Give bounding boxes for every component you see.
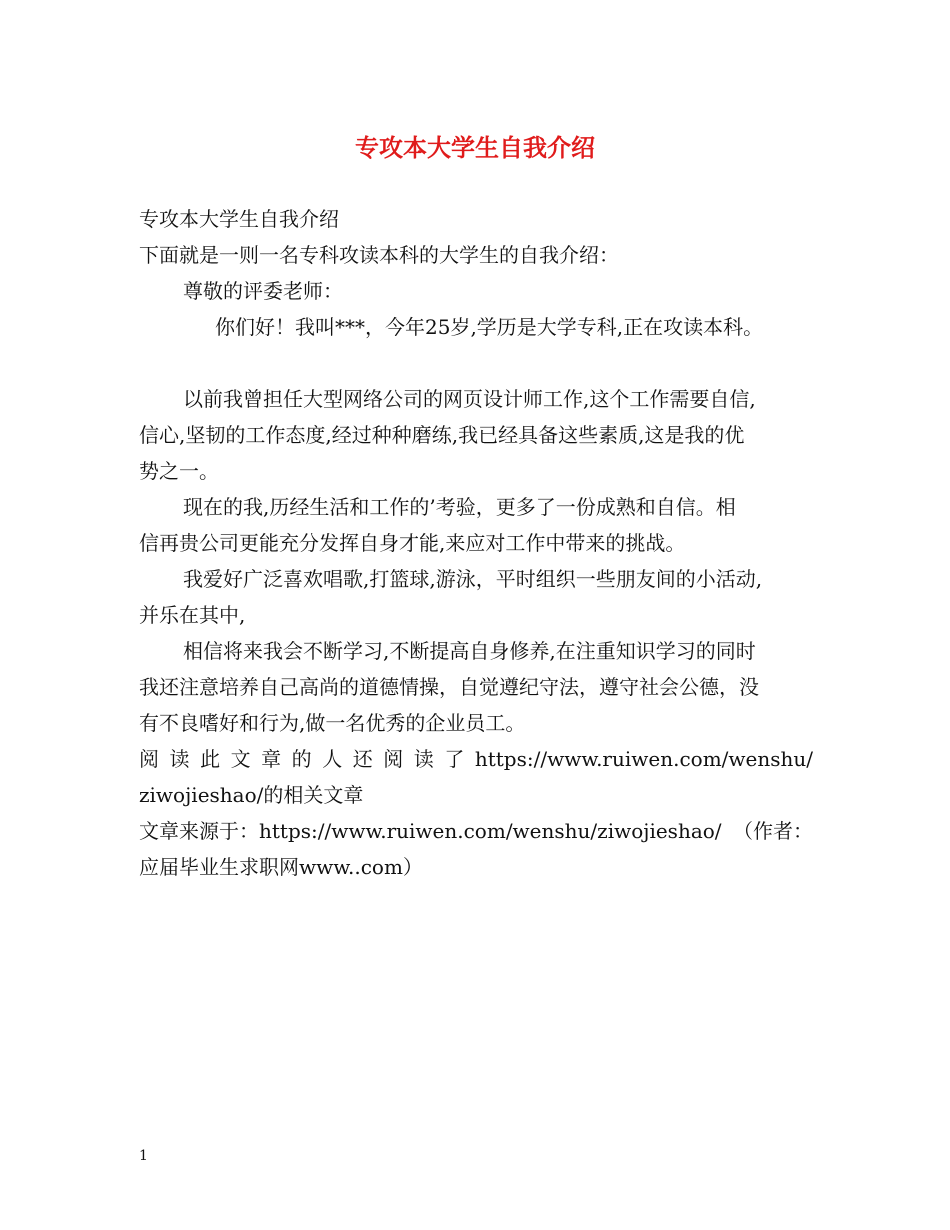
document-body — [139, 201, 829, 885]
related-articles-line: ziwojieshao/的相关文章 — [139, 783, 364, 807]
paragraph-line: 以前我曾担任大型网络公司的网页设计师工作,这个工作需要自信, — [183, 387, 756, 411]
paragraph-line: 信再贵公司更能充分发挥自身才能,来应对工作中带来的挑战。 — [139, 531, 686, 555]
related-word: 文 — [230, 747, 251, 771]
related-word: 此 — [200, 747, 221, 771]
paragraph-line: 现在的我,历经生活和工作的’考验，更多了一份成熟和自信。相 — [183, 495, 736, 519]
source-line — [139, 813, 813, 849]
document-title: 专攻本大学生自我介绍 — [355, 134, 595, 162]
paragraph-line: 相信将来我会不断学习,不断提高自身修养,在注重知识学习的同时 — [183, 639, 756, 663]
related-word: 还 — [352, 747, 373, 771]
related-word: 阅 — [139, 747, 159, 771]
paragraph-line: 我还注意培养自己高尚的道德情操，自觉遵纪守法，遵守社会公德，没 — [139, 675, 759, 699]
paragraph-line: 我爱好广泛喜欢唱歌,打篮球,游泳，平时组织一些朋友间的小活动, — [183, 567, 763, 591]
related-word: 读 — [169, 747, 190, 771]
related-word: 人 — [322, 747, 343, 771]
paragraph-line: 有不良嗜好和行为,做一名优秀的企业员工。 — [139, 711, 526, 735]
related-articles-line — [139, 741, 813, 777]
paragraph-line: 势之一。 — [139, 459, 219, 483]
page-number: 1 — [139, 1148, 148, 1164]
blank-line — [139, 345, 829, 381]
paragraph-line: 并乐在其中, — [139, 603, 246, 627]
intro-heading: 专攻本大学生自我介绍 — [139, 207, 339, 231]
salutation: 尊敬的评委老师： — [183, 279, 343, 303]
greeting-line: 你们好！我叫***，今年25岁,学历是大学专科,正在攻读本科。 — [215, 315, 764, 339]
related-word: 章 — [261, 747, 282, 771]
related-word: 读 — [413, 747, 434, 771]
related-word: 的 — [291, 747, 312, 771]
paragraph-line: 信心,坚韧的工作态度,经过种种磨练,我已经具备这些素质,这是我的优 — [139, 423, 745, 447]
related-url: https://www.ruiwen.com/wenshu/ — [474, 747, 813, 771]
source-url: 文章来源于：https://www.ruiwen.com/wenshu/ziwojieshao/ — [139, 819, 722, 843]
related-word: 阅 — [383, 747, 404, 771]
source-line: 应届毕业生求职网www..com） — [139, 855, 423, 879]
author-label: （作者： — [733, 819, 813, 843]
related-word: 了 — [444, 747, 465, 771]
intro-line: 下面就是一则一名专科攻读本科的大学生的自我介绍： — [139, 243, 619, 267]
